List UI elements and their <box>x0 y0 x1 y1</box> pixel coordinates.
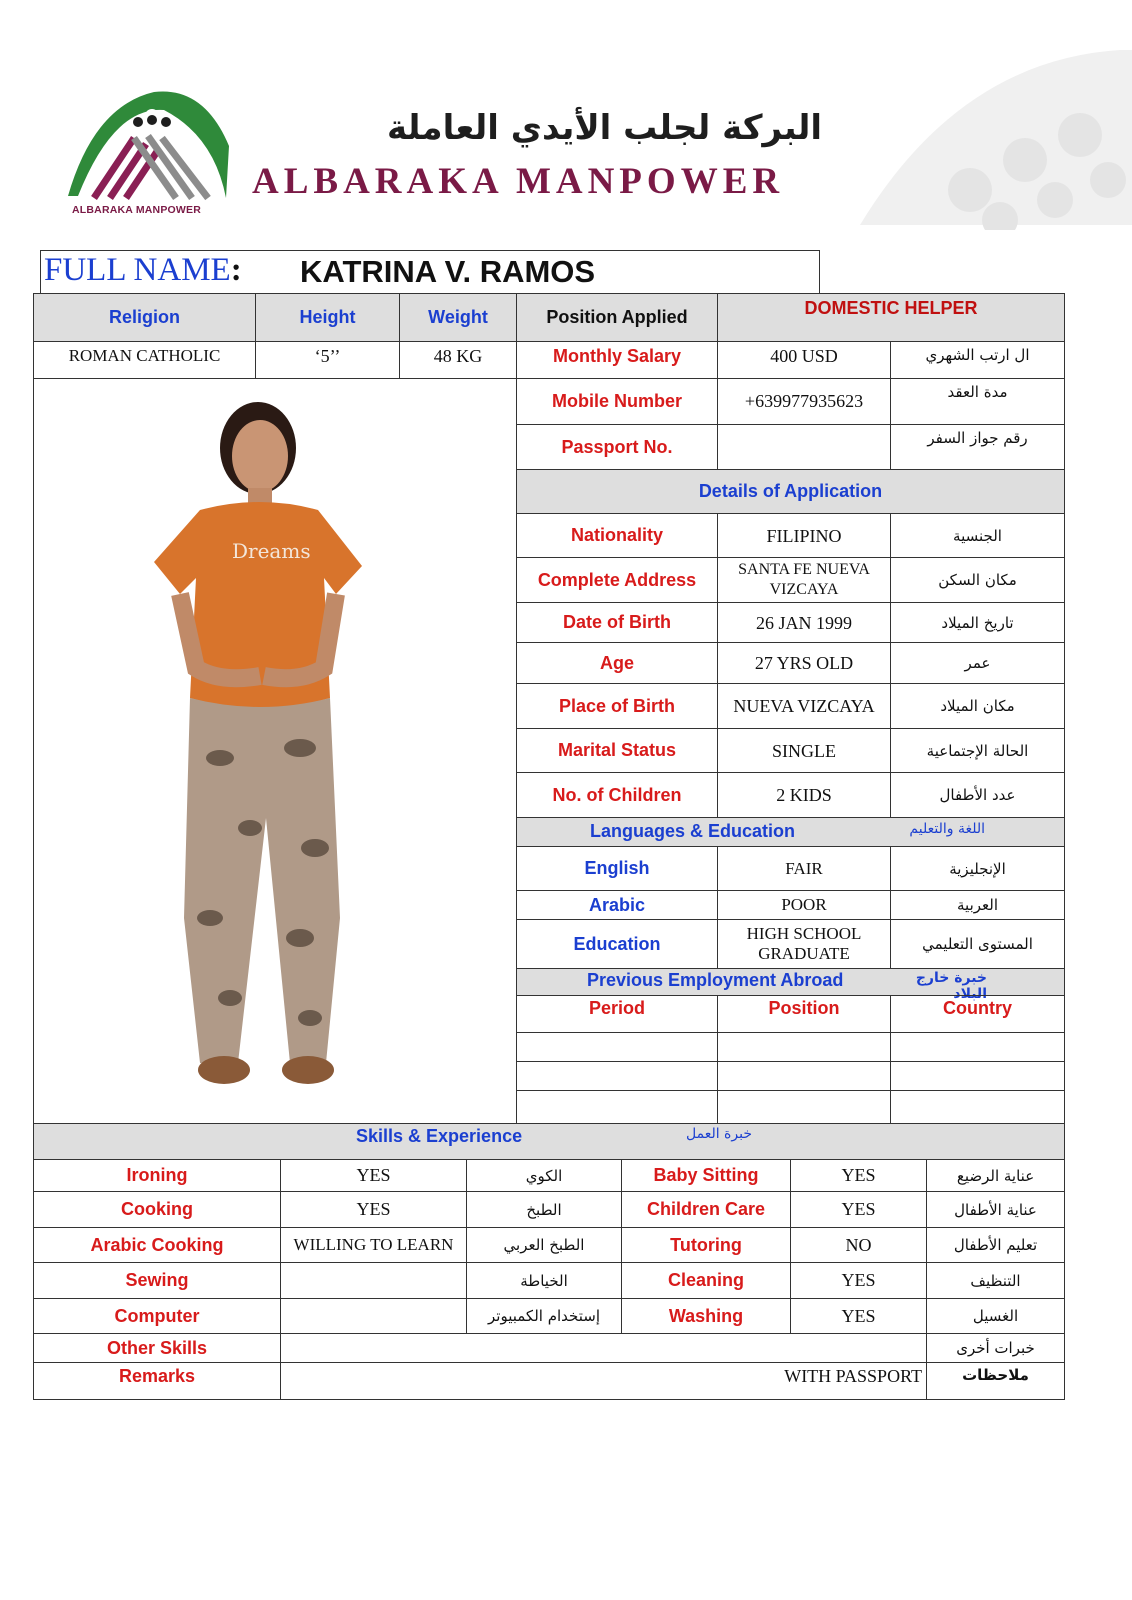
languages-title: Languages & Education <box>590 821 796 841</box>
weight-value: 48 KG <box>399 341 517 379</box>
detail-arabic: عدد الأطفال <box>890 772 1065 818</box>
languages-title-arabic: اللغة والتعليم <box>909 821 985 837</box>
detail-value: 26 JAN 1999 <box>717 602 891 643</box>
company-arabic-name: البركة لجلب الأيدي العاملة <box>387 108 822 148</box>
svg-text:Dreams: Dreams <box>232 539 311 563</box>
skill-arabic: التنظيف <box>926 1262 1065 1299</box>
remarks-arabic: ملاحظات <box>926 1362 1065 1400</box>
employment-country-header: Country <box>890 995 1065 1033</box>
employment-period-header: Period <box>516 995 718 1033</box>
detail-value: 2 KIDS <box>717 772 891 818</box>
skill-arabic: الغسيل <box>926 1298 1065 1334</box>
skill-value: YES <box>790 1262 927 1299</box>
skill-arabic: عناية الأطفال <box>926 1191 1065 1228</box>
employment-title: Previous Employment Abroad <box>587 970 844 990</box>
employment-empty-cell <box>516 1032 718 1062</box>
skill-value: YES <box>790 1191 927 1228</box>
skill-label: Arabic Cooking <box>33 1227 281 1263</box>
other-skills-value <box>280 1333 927 1363</box>
full-name-value: KATRINA V. RAMOS <box>300 254 596 289</box>
detail-value: NUEVA VIZCAYA <box>717 683 891 729</box>
detail-label: Age <box>516 642 718 684</box>
logo-caption: ALBARAKA MANPOWER <box>72 204 202 216</box>
skill-label: Cooking <box>33 1191 281 1228</box>
skill-arabic: الطبخ العربي <box>466 1227 622 1263</box>
detail-arabic: الحالة الإجتماعية <box>890 728 1065 773</box>
other-skills-label: Other Skills <box>33 1333 281 1363</box>
skills-title-bar <box>33 1123 1065 1160</box>
mobile-arabic: مدة العقد <box>890 378 1065 425</box>
detail-label: Place of Birth <box>516 683 718 729</box>
full-name-label: FULL NAME: <box>44 252 242 288</box>
skill-label: Ironing <box>33 1159 281 1192</box>
skill-arabic: الطبخ <box>466 1191 622 1228</box>
language-value: POOR <box>717 890 891 920</box>
passport-value <box>717 424 891 470</box>
detail-arabic: مكان السكن <box>890 557 1065 603</box>
skills-title-arabic: خبرة العمل <box>686 1126 752 1142</box>
remarks-label: Remarks <box>33 1362 281 1400</box>
employment-empty-cell <box>717 1061 891 1091</box>
language-value: FAIR <box>717 846 891 891</box>
detail-label: Complete Address <box>516 557 718 603</box>
detail-label: Nationality <box>516 513 718 558</box>
religion-header: Religion <box>33 293 256 342</box>
detail-value: 27 YRS OLD <box>717 642 891 684</box>
salary-label: Monthly Salary <box>516 341 718 379</box>
language-label: English <box>516 846 718 891</box>
language-label: Arabic <box>516 890 718 920</box>
detail-label: Date of Birth <box>516 602 718 643</box>
employment-empty-cell <box>890 1032 1065 1062</box>
skill-value <box>280 1262 467 1299</box>
language-label: Education <box>516 919 718 969</box>
skill-value: YES <box>280 1159 467 1192</box>
skill-label: Computer <box>33 1298 281 1334</box>
skill-label: Cleaning <box>621 1262 791 1299</box>
details-title: Details of Application <box>516 469 1065 514</box>
skills-title: Skills & Experience <box>356 1126 523 1146</box>
company-logo <box>64 86 234 206</box>
passport-label: Passport No. <box>516 424 718 470</box>
detail-value: SINGLE <box>717 728 891 773</box>
skill-value: WILLING TO LEARN <box>280 1227 467 1263</box>
position-value: DOMESTIC HELPER <box>717 293 1065 342</box>
employment-empty-cell <box>717 1090 891 1124</box>
detail-label: Marital Status <box>516 728 718 773</box>
skill-value: YES <box>790 1159 927 1192</box>
detail-value: SANTA FE NUEVA VIZCAYA <box>717 557 891 603</box>
skill-arabic: الكوي <box>466 1159 622 1192</box>
detail-arabic: مكان الميلاد <box>890 683 1065 729</box>
detail-arabic: تاريخ الميلاد <box>890 602 1065 643</box>
passport-arabic: رقم جواز السفر <box>890 424 1065 470</box>
salary-arabic: ال ارتب الشهري <box>890 341 1065 379</box>
skill-value: NO <box>790 1227 927 1263</box>
skill-value: YES <box>790 1298 927 1334</box>
skill-arabic: عناية الرضيع <box>926 1159 1065 1192</box>
mobile-label: Mobile Number <box>516 378 718 425</box>
applicant-photo <box>140 398 390 1090</box>
mobile-value: +639977935623 <box>717 378 891 425</box>
weight-header: Weight <box>399 293 517 342</box>
remarks-value: WITH PASSPORT <box>280 1362 927 1400</box>
employment-empty-cell <box>516 1061 718 1091</box>
detail-arabic: عمر <box>890 642 1065 684</box>
language-arabic: المستوى التعليمي <box>890 919 1065 969</box>
religion-value: ROMAN CATHOLIC <box>33 341 256 379</box>
employment-position-header: Position <box>717 995 891 1033</box>
position-header: Position Applied <box>516 293 718 342</box>
language-arabic: العربية <box>890 890 1065 920</box>
salary-value: 400 USD <box>717 341 891 379</box>
skill-label: Children Care <box>621 1191 791 1228</box>
detail-value: FILIPINO <box>717 513 891 558</box>
language-value: HIGH SCHOOL GRADUATE <box>717 919 891 969</box>
employment-empty-cell <box>890 1061 1065 1091</box>
employment-empty-cell <box>717 1032 891 1062</box>
detail-label: No. of Children <box>516 772 718 818</box>
other-skills-arabic: خبرات أخرى <box>926 1333 1065 1363</box>
language-arabic: الإنجليزية <box>890 846 1065 891</box>
employment-empty-cell <box>516 1090 718 1124</box>
company-english-name: ALBARAKA MANPOWER <box>252 161 785 202</box>
height-value: ‘5’’ <box>255 341 400 379</box>
skill-arabic: الخياطة <box>466 1262 622 1299</box>
height-header: Height <box>255 293 400 342</box>
employment-title-arabic: خبرة خارج البلاد <box>915 970 987 1002</box>
skill-value <box>280 1298 467 1334</box>
skill-label: Sewing <box>33 1262 281 1299</box>
skill-arabic: تعليم الأطفال <box>926 1227 1065 1263</box>
skill-label: Tutoring <box>621 1227 791 1263</box>
skill-label: Washing <box>621 1298 791 1334</box>
skill-label: Baby Sitting <box>621 1159 791 1192</box>
watermark-logo <box>850 40 1132 230</box>
skill-arabic: إستخدام الكمبيوتر <box>466 1298 622 1334</box>
employment-empty-cell <box>890 1090 1065 1124</box>
detail-arabic: الجنسية <box>890 513 1065 558</box>
skill-value: YES <box>280 1191 467 1228</box>
